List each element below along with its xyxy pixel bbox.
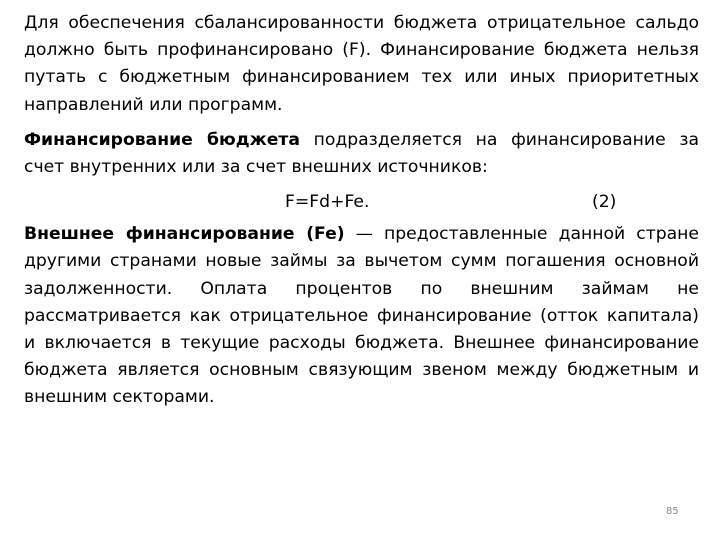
paragraph-budget-balance: Для обеспечения сбалансированности бюджета отрицательное сальдо должно быть профинансировано (F). Финансирование бюджета нельзя путать с бюджетным финансированием тех или иных приоритетных направлений или программ. bbox=[24, 13, 699, 115]
term-budget-financing: Финансирование бюджета bbox=[24, 129, 300, 150]
paragraph-external-financing bbox=[24, 221, 699, 411]
paragraph-financing-types-text: подразделяется на финансирование за счет внутренних или за счет внешних источников: bbox=[24, 129, 699, 178]
formula bbox=[24, 189, 699, 217]
term-external-financing: Внешнее финансирование (Fe) bbox=[24, 224, 345, 245]
page-number: 85 bbox=[666, 506, 679, 517]
formula-expression: F=Fd+Fe. bbox=[285, 192, 370, 213]
slide-body bbox=[24, 10, 699, 420]
paragraph-financing-types bbox=[24, 127, 699, 181]
paragraph-external-financing-text: — предоставленные данной стране другими странами новые займы за вычетом сумм погашения основной задолженности. Оплата процентов по внешним займам не рассматривается как отрицательное финансирование (отток капитала) и включается в текущие расходы бюджета. Внешнее финансирование бюджета является основным связующим звеном между бюджетным и внешним секторами. bbox=[24, 224, 699, 408]
formula-number: (2) bbox=[592, 192, 617, 213]
